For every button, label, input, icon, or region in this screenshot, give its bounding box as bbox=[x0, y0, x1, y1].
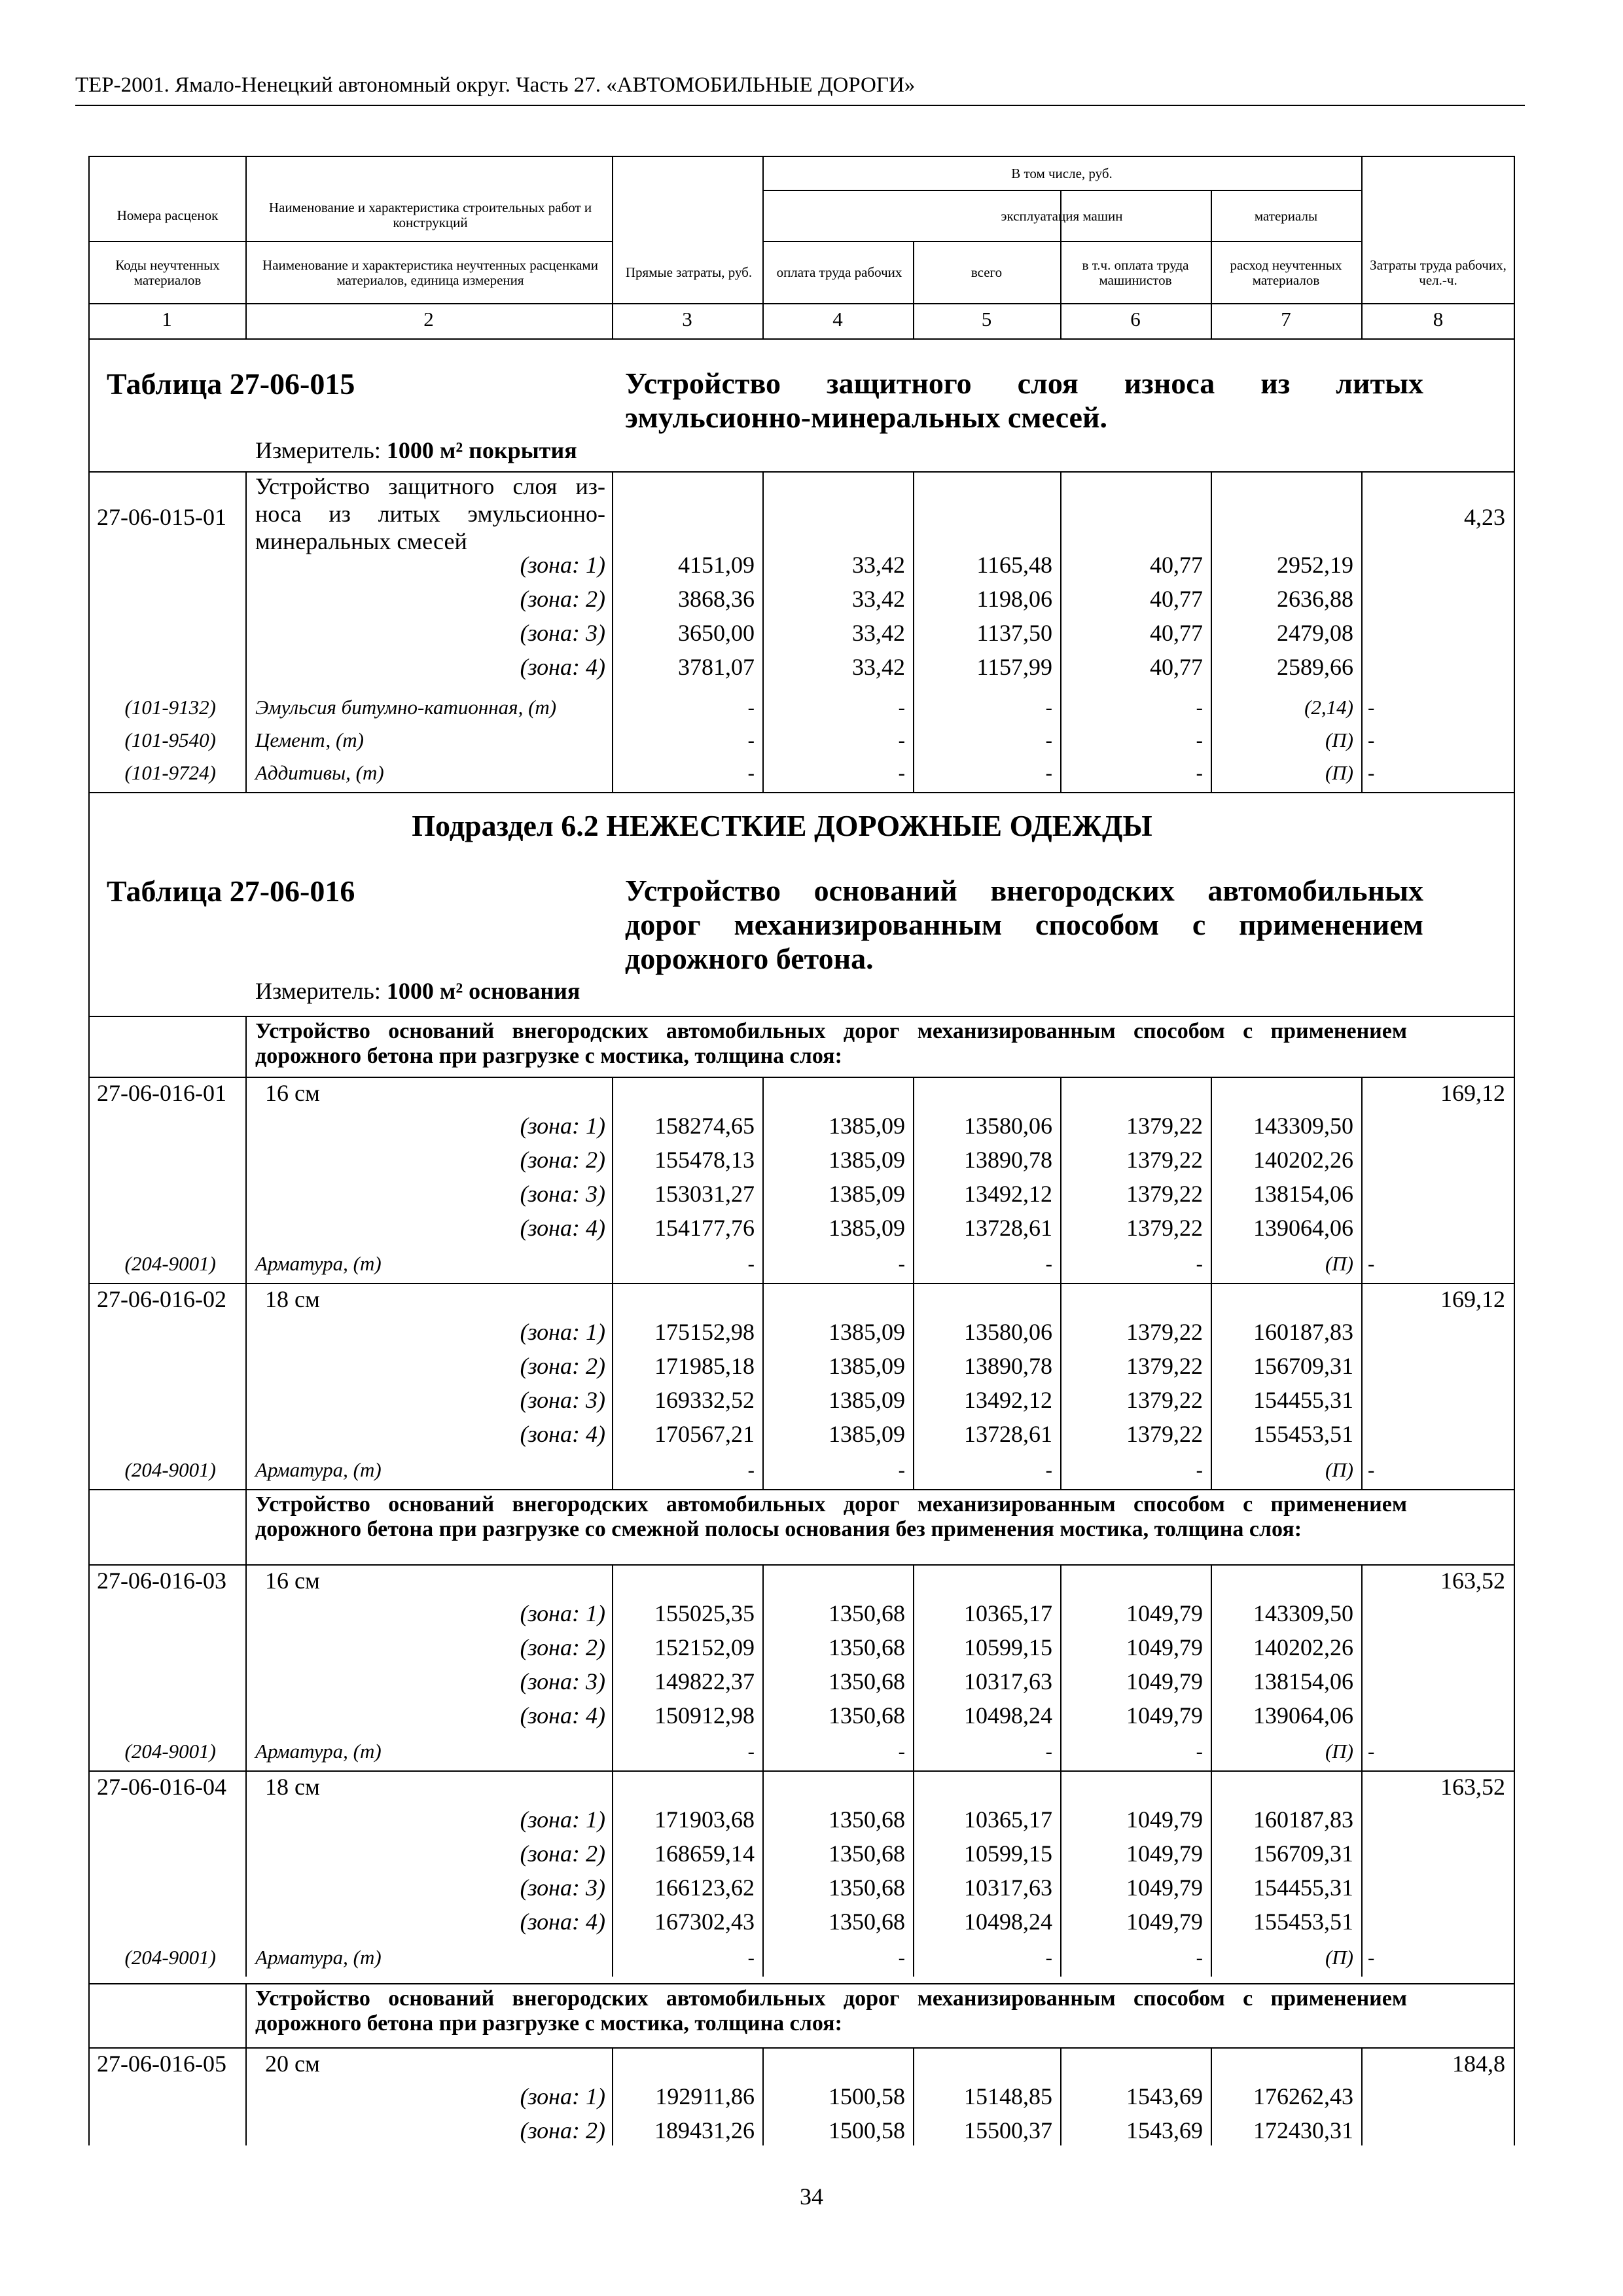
cell-value: 154455,31 bbox=[1253, 1874, 1353, 1901]
zone-label: (зона: 1) bbox=[520, 1113, 605, 1139]
zone-label: (зона: 2) bbox=[520, 1147, 605, 1173]
cell-value: 13728,61 bbox=[964, 1215, 1052, 1241]
rule bbox=[245, 1077, 247, 1283]
cell-dash: - bbox=[747, 1740, 755, 1763]
col-num: 7 bbox=[1281, 308, 1291, 331]
material-name: Арматура, (т) bbox=[255, 1946, 382, 1969]
cell-value: 155478,13 bbox=[654, 1147, 755, 1173]
labor-cost: 163,52 bbox=[1440, 1568, 1505, 1594]
cell-dash: - bbox=[747, 728, 755, 751]
cell-value: 1137,50 bbox=[976, 620, 1052, 646]
cell-value: 140202,26 bbox=[1253, 1147, 1353, 1173]
cell-value: 1385,09 bbox=[829, 1353, 905, 1379]
cell-value: 10498,24 bbox=[964, 1909, 1052, 1935]
cell-dash: - bbox=[1045, 728, 1052, 751]
cell-value: 2952,19 bbox=[1277, 552, 1353, 578]
layer-thickness: 20 см bbox=[265, 2051, 320, 2077]
cell-dash: - bbox=[1045, 1740, 1052, 1763]
header-c1a: Номера расценок bbox=[116, 207, 219, 223]
rule bbox=[245, 1489, 247, 1564]
cell-value: 170567,21 bbox=[654, 1421, 755, 1447]
cell-dash: - bbox=[1368, 728, 1375, 751]
cell-value: 1350,68 bbox=[829, 1600, 905, 1626]
cell-value: 40,77 bbox=[1150, 620, 1203, 646]
cell-value: 1385,09 bbox=[829, 1113, 905, 1139]
material-value: (П) bbox=[1325, 1252, 1353, 1275]
cell-value: 155453,51 bbox=[1253, 1421, 1353, 1447]
cell-dash: - bbox=[898, 1252, 905, 1275]
layer-thickness: 18 см bbox=[265, 1286, 320, 1312]
rule bbox=[245, 1564, 247, 1770]
table-description: Устройство оснований внегородских автомобильных дорог механизированным способом с применением дорожного бетона. bbox=[625, 874, 1423, 975]
cell-value: 10365,17 bbox=[964, 1600, 1052, 1626]
cell-value: 1543,69 bbox=[1126, 2117, 1203, 2144]
cell-dash: - bbox=[1196, 1740, 1203, 1763]
cell-value: 1379,22 bbox=[1126, 1215, 1203, 1241]
cell-value: 1500,58 bbox=[829, 2083, 905, 2109]
rule bbox=[1361, 1770, 1363, 1977]
cell-value: 166123,62 bbox=[654, 1874, 755, 1901]
labor-cost: 169,12 bbox=[1440, 1286, 1505, 1312]
zone-label: (зона: 1) bbox=[520, 1806, 605, 1833]
cell-dash: - bbox=[1045, 1458, 1052, 1481]
labor-cost: 184,8 bbox=[1452, 2051, 1505, 2077]
header-mat: материалы bbox=[1254, 207, 1318, 224]
cell-value: 1385,09 bbox=[829, 1421, 905, 1447]
cell-dash: - bbox=[1196, 1252, 1203, 1275]
rate-name: Устройство защитного слоя из-носа из литых эмульсионно-минеральных смесей bbox=[255, 473, 605, 554]
cell-dash: - bbox=[1196, 696, 1203, 719]
cell-value: 143309,50 bbox=[1253, 1600, 1353, 1626]
cell-value: 152152,09 bbox=[654, 1634, 755, 1660]
material-value: (П) bbox=[1325, 728, 1353, 751]
zone-label: (зона: 4) bbox=[520, 1421, 605, 1447]
cell-value: 1385,09 bbox=[829, 1387, 905, 1413]
material-name: Арматура, (т) bbox=[255, 1252, 382, 1275]
cell-value: 2589,66 bbox=[1277, 654, 1353, 680]
rule bbox=[88, 338, 1515, 340]
measure-unit: Измеритель: 1000 м² основания bbox=[255, 978, 580, 1004]
cell-value: 13728,61 bbox=[964, 1421, 1052, 1447]
material-value: (П) bbox=[1325, 1458, 1353, 1481]
layer-thickness: 16 см bbox=[265, 1568, 320, 1594]
cell-value: 1049,79 bbox=[1126, 1806, 1203, 1833]
material-code: (101-9132) bbox=[124, 696, 216, 719]
cell-value: 13492,12 bbox=[964, 1181, 1052, 1207]
table-description: Устройство защитного слоя износа из литых эмульсионно-минеральных смесей. bbox=[625, 367, 1423, 434]
zone-label: (зона: 1) bbox=[520, 552, 605, 578]
cell-dash: - bbox=[898, 761, 905, 784]
col-num: 1 bbox=[162, 308, 172, 331]
cell-value: 1379,22 bbox=[1126, 1353, 1203, 1379]
zone-label: (зона: 2) bbox=[520, 586, 605, 612]
cell-value: 10599,15 bbox=[964, 1840, 1052, 1867]
cell-dash: - bbox=[1368, 1946, 1375, 1969]
cell-dash: - bbox=[1368, 1740, 1375, 1763]
cell-value: 167302,43 bbox=[654, 1909, 755, 1935]
rule bbox=[1361, 473, 1363, 792]
rate-code: 27-06-016-04 bbox=[97, 1774, 226, 1800]
rule bbox=[245, 1016, 247, 1077]
zone-label: (зона: 3) bbox=[520, 1387, 605, 1413]
cell-dash: - bbox=[1368, 1252, 1375, 1275]
header-mach: эксплуатация машин bbox=[1001, 207, 1123, 224]
cell-value: 1543,69 bbox=[1126, 2083, 1203, 2109]
cell-value: 1379,22 bbox=[1126, 1147, 1203, 1173]
cell-dash: - bbox=[1045, 1252, 1052, 1275]
rate-code: 27-06-016-02 bbox=[97, 1286, 226, 1312]
rule bbox=[88, 792, 1515, 793]
zone-label: (зона: 4) bbox=[520, 1215, 605, 1241]
cell-value: 10317,63 bbox=[964, 1874, 1052, 1901]
cell-value: 172430,31 bbox=[1253, 2117, 1353, 2144]
material-code: (204-9001) bbox=[124, 1946, 216, 1969]
cell-value: 13580,06 bbox=[964, 1319, 1052, 1345]
rule bbox=[1361, 1283, 1363, 1489]
header-c4: оплата труда рабочих bbox=[776, 264, 902, 280]
cell-value: 1385,09 bbox=[829, 1215, 905, 1241]
cell-value: 149822,37 bbox=[654, 1668, 755, 1695]
cell-value: 158274,65 bbox=[654, 1113, 755, 1139]
rule bbox=[245, 473, 247, 792]
material-name: Арматура, (т) bbox=[255, 1458, 382, 1481]
cell-value: 13890,78 bbox=[964, 1147, 1052, 1173]
col-num: 2 bbox=[423, 308, 434, 331]
subsection-heading: Устройство оснований внегородских автомобильных дорог механизированным способом с применением дорожного бетона при разгрузке с мостика, толщина слоя: bbox=[255, 1019, 1407, 1068]
cell-value: 10365,17 bbox=[964, 1806, 1052, 1833]
subsection-heading: Устройство оснований внегородских автомобильных дорог механизированным способом с применением дорожного бетона при разгрузке с мостика, толщина слоя: bbox=[255, 1986, 1407, 2036]
material-name: Арматура, (т) bbox=[255, 1740, 382, 1763]
cell-dash: - bbox=[1196, 1458, 1203, 1481]
cell-value: 168659,14 bbox=[654, 1840, 755, 1867]
table-title: Таблица 27-06-015 bbox=[107, 367, 355, 401]
cell-dash: - bbox=[898, 728, 905, 751]
header-incl: В том числе, руб. bbox=[1011, 165, 1113, 181]
cell-value: 15148,85 bbox=[964, 2083, 1052, 2109]
cell-value: 4151,09 bbox=[678, 552, 755, 578]
cell-value: 13492,12 bbox=[964, 1387, 1052, 1413]
rule bbox=[88, 303, 1515, 304]
header-c1b: Коды неучтенных материалов bbox=[115, 257, 220, 288]
cell-value: 1350,68 bbox=[829, 1840, 905, 1867]
cell-value: 10599,15 bbox=[964, 1634, 1052, 1660]
cell-value: 1385,09 bbox=[829, 1319, 905, 1345]
zone-label: (зона: 2) bbox=[520, 1634, 605, 1660]
rule bbox=[1361, 1564, 1363, 1770]
labor-cost: 4,23 bbox=[1464, 504, 1505, 530]
header-c5: всего bbox=[971, 264, 1003, 280]
cell-value: 1049,79 bbox=[1126, 1634, 1203, 1660]
labor-cost: 163,52 bbox=[1440, 1774, 1505, 1800]
cell-value: 1350,68 bbox=[829, 1909, 905, 1935]
cell-value: 139064,06 bbox=[1253, 1702, 1353, 1729]
rate-code: 27-06-016-01 bbox=[97, 1080, 226, 1106]
layer-thickness: 18 см bbox=[265, 1774, 320, 1800]
material-value: (2,14) bbox=[1304, 696, 1353, 719]
rule bbox=[1361, 1077, 1363, 1283]
cell-dash: - bbox=[1196, 761, 1203, 784]
zone-label: (зона: 4) bbox=[520, 654, 605, 680]
zone-label: (зона: 3) bbox=[520, 1181, 605, 1207]
zone-label: (зона: 2) bbox=[520, 2117, 605, 2144]
cell-dash: - bbox=[1368, 761, 1375, 784]
cell-value: 1350,68 bbox=[829, 1874, 905, 1901]
cell-dash: - bbox=[1196, 728, 1203, 751]
header-c6: в т.ч. оплата труда машинистов bbox=[1082, 257, 1189, 288]
material-name: Аддитивы, (т) bbox=[255, 761, 384, 784]
cell-value: 1385,09 bbox=[829, 1181, 905, 1207]
cell-value: 1350,68 bbox=[829, 1634, 905, 1660]
zone-label: (зона: 4) bbox=[520, 1702, 605, 1729]
material-value: (П) bbox=[1325, 761, 1353, 784]
col-num: 3 bbox=[682, 308, 692, 331]
header-c2b: Наименование и характеристика неучтенных расценками материалов, единица измерения bbox=[262, 257, 598, 288]
cell-value: 154177,76 bbox=[654, 1215, 755, 1241]
cell-dash: - bbox=[1045, 1946, 1052, 1969]
cell-value: 171985,18 bbox=[654, 1353, 755, 1379]
rule bbox=[88, 1283, 1515, 1284]
rule bbox=[88, 1564, 1515, 1566]
cell-value: 3868,36 bbox=[678, 586, 755, 612]
cell-value: 1049,79 bbox=[1126, 1702, 1203, 1729]
rule bbox=[88, 1489, 1515, 1490]
cell-dash: - bbox=[1368, 696, 1375, 719]
zone-label: (зона: 2) bbox=[520, 1840, 605, 1867]
cell-value: 1350,68 bbox=[829, 1702, 905, 1729]
header-c2a: Наименование и характеристика строительных работ и конструкций bbox=[268, 200, 592, 230]
cell-value: 150912,98 bbox=[654, 1702, 755, 1729]
cell-value: 1379,22 bbox=[1126, 1421, 1203, 1447]
material-code: (101-9540) bbox=[124, 728, 216, 751]
cell-value: 1157,99 bbox=[976, 654, 1052, 680]
header-c7: расход неучтенных материалов bbox=[1230, 257, 1342, 288]
cell-value: 139064,06 bbox=[1253, 1215, 1353, 1241]
rule bbox=[245, 2047, 247, 2145]
material-code: (101-9724) bbox=[124, 761, 216, 784]
zone-label: (зона: 1) bbox=[520, 1600, 605, 1626]
material-value: (П) bbox=[1325, 1740, 1353, 1763]
cell-value: 3781,07 bbox=[678, 654, 755, 680]
cell-dash: - bbox=[747, 1252, 755, 1275]
cell-value: 1049,79 bbox=[1126, 1840, 1203, 1867]
cell-value: 1500,58 bbox=[829, 2117, 905, 2144]
zone-label: (зона: 3) bbox=[520, 620, 605, 646]
material-value: (П) bbox=[1325, 1946, 1353, 1969]
cell-value: 13580,06 bbox=[964, 1113, 1052, 1139]
rule bbox=[88, 1077, 1515, 1078]
cell-value: 138154,06 bbox=[1253, 1181, 1353, 1207]
rate-code: 27-06-016-03 bbox=[97, 1568, 226, 1594]
cell-dash: - bbox=[1045, 696, 1052, 719]
cell-value: 2479,08 bbox=[1277, 620, 1353, 646]
cell-value: 155453,51 bbox=[1253, 1909, 1353, 1935]
zone-label: (зона: 3) bbox=[520, 1668, 605, 1695]
zone-label: (зона: 4) bbox=[520, 1909, 605, 1935]
cell-value: 40,77 bbox=[1150, 654, 1203, 680]
cell-value: 2636,88 bbox=[1277, 586, 1353, 612]
cell-value: 160187,83 bbox=[1253, 1319, 1353, 1345]
cell-value: 10317,63 bbox=[964, 1668, 1052, 1695]
material-name: Эмульсия битумно-катионная, (т) bbox=[255, 696, 557, 719]
rule bbox=[88, 1770, 1515, 1772]
material-code: (204-9001) bbox=[124, 1740, 216, 1763]
cell-value: 40,77 bbox=[1150, 586, 1203, 612]
header-c3: Прямые затраты, руб. bbox=[625, 264, 753, 280]
cell-dash: - bbox=[898, 696, 905, 719]
cell-value: 192911,86 bbox=[655, 2083, 755, 2109]
cell-value: 189431,26 bbox=[654, 2117, 755, 2144]
running-header: ТЕР-2001. Ямало-Ненецкий автономный округ. Часть 27. «АВТОМОБИЛЬНЫЕ ДОРОГИ» bbox=[75, 65, 1525, 106]
rate-code: 27-06-015-01 bbox=[97, 504, 226, 530]
cell-value: 140202,26 bbox=[1253, 1634, 1353, 1660]
cell-value: 40,77 bbox=[1150, 552, 1203, 578]
cell-dash: - bbox=[898, 1946, 905, 1969]
cell-dash: - bbox=[1045, 761, 1052, 784]
cell-value: 1379,22 bbox=[1126, 1387, 1203, 1413]
col-num: 8 bbox=[1433, 308, 1444, 331]
cell-value: 1379,22 bbox=[1126, 1113, 1203, 1139]
cell-value: 156709,31 bbox=[1253, 1353, 1353, 1379]
cell-value: 33,42 bbox=[852, 586, 905, 612]
cell-value: 155025,35 bbox=[654, 1600, 755, 1626]
cell-value: 10498,24 bbox=[964, 1702, 1052, 1729]
col-num: 6 bbox=[1130, 308, 1141, 331]
cell-value: 1385,09 bbox=[829, 1147, 905, 1173]
cell-dash: - bbox=[1368, 1458, 1375, 1481]
cell-value: 171903,68 bbox=[654, 1806, 755, 1833]
subsection-heading: Устройство оснований внегородских автомобильных дорог механизированным способом с применением дорожного бетона при разгрузке со смежной полосы основания без применения мостика, толщина слоя: bbox=[255, 1492, 1407, 1541]
cell-value: 1350,68 bbox=[829, 1806, 905, 1833]
zone-label: (зона: 1) bbox=[520, 2083, 605, 2109]
cell-value: 33,42 bbox=[852, 620, 905, 646]
cell-value: 143309,50 bbox=[1253, 1113, 1353, 1139]
cell-value: 1379,22 bbox=[1126, 1319, 1203, 1345]
rule bbox=[1361, 2047, 1363, 2145]
labor-cost: 169,12 bbox=[1440, 1080, 1505, 1106]
zone-label: (зона: 2) bbox=[520, 1353, 605, 1379]
material-code: (204-9001) bbox=[124, 1458, 216, 1481]
cell-value: 160187,83 bbox=[1253, 1806, 1353, 1833]
cell-value: 138154,06 bbox=[1253, 1668, 1353, 1695]
rule bbox=[245, 1283, 247, 1489]
col-num: 4 bbox=[832, 308, 843, 331]
page-number: 34 bbox=[800, 2183, 823, 2210]
rule bbox=[245, 1770, 247, 1977]
table-title: Таблица 27-06-016 bbox=[107, 874, 355, 908]
cell-value: 154455,31 bbox=[1253, 1387, 1353, 1413]
cell-value: 153031,27 bbox=[654, 1181, 755, 1207]
section-title: Подраздел 6.2 НЕЖЕСТКИЕ ДОРОЖНЫЕ ОДЕЖДЫ bbox=[412, 809, 1152, 842]
measure-unit: Измеритель: 1000 м² покрытия bbox=[255, 437, 577, 463]
rule bbox=[88, 1983, 1515, 1984]
cell-dash: - bbox=[747, 1946, 755, 1969]
cell-value: 1049,79 bbox=[1126, 1874, 1203, 1901]
cell-value: 13890,78 bbox=[964, 1353, 1052, 1379]
cell-value: 176262,43 bbox=[1253, 2083, 1353, 2109]
rate-code: 27-06-016-05 bbox=[97, 2051, 226, 2077]
rule bbox=[88, 2047, 1515, 2049]
header-c8: Затраты труда рабочих, чел.-ч. bbox=[1370, 257, 1507, 288]
material-code: (204-9001) bbox=[124, 1252, 216, 1275]
cell-value: 175152,98 bbox=[654, 1319, 755, 1345]
cell-dash: - bbox=[898, 1458, 905, 1481]
cell-value: 1165,48 bbox=[976, 552, 1052, 578]
cell-value: 1049,79 bbox=[1126, 1668, 1203, 1695]
cell-dash: - bbox=[747, 696, 755, 719]
cell-value: 3650,00 bbox=[678, 620, 755, 646]
zone-label: (зона: 3) bbox=[520, 1874, 605, 1901]
material-name: Цемент, (т) bbox=[255, 728, 364, 751]
cell-value: 1049,79 bbox=[1126, 1909, 1203, 1935]
cell-value: 156709,31 bbox=[1253, 1840, 1353, 1867]
rule bbox=[245, 1983, 247, 2047]
cell-value: 1379,22 bbox=[1126, 1181, 1203, 1207]
zone-label: (зона: 1) bbox=[520, 1319, 605, 1345]
cell-value: 33,42 bbox=[852, 552, 905, 578]
layer-thickness: 16 см bbox=[265, 1080, 320, 1106]
cell-dash: - bbox=[1196, 1946, 1203, 1969]
cell-dash: - bbox=[747, 1458, 755, 1481]
cell-value: 33,42 bbox=[852, 654, 905, 680]
cell-dash: - bbox=[898, 1740, 905, 1763]
cell-value: 1350,68 bbox=[829, 1668, 905, 1695]
cell-value: 1049,79 bbox=[1126, 1600, 1203, 1626]
cell-value: 169332,52 bbox=[654, 1387, 755, 1413]
cell-value: 1198,06 bbox=[976, 586, 1052, 612]
rule bbox=[88, 1016, 1515, 1017]
col-num: 5 bbox=[981, 308, 992, 331]
cell-dash: - bbox=[747, 761, 755, 784]
cell-value: 15500,37 bbox=[964, 2117, 1052, 2144]
